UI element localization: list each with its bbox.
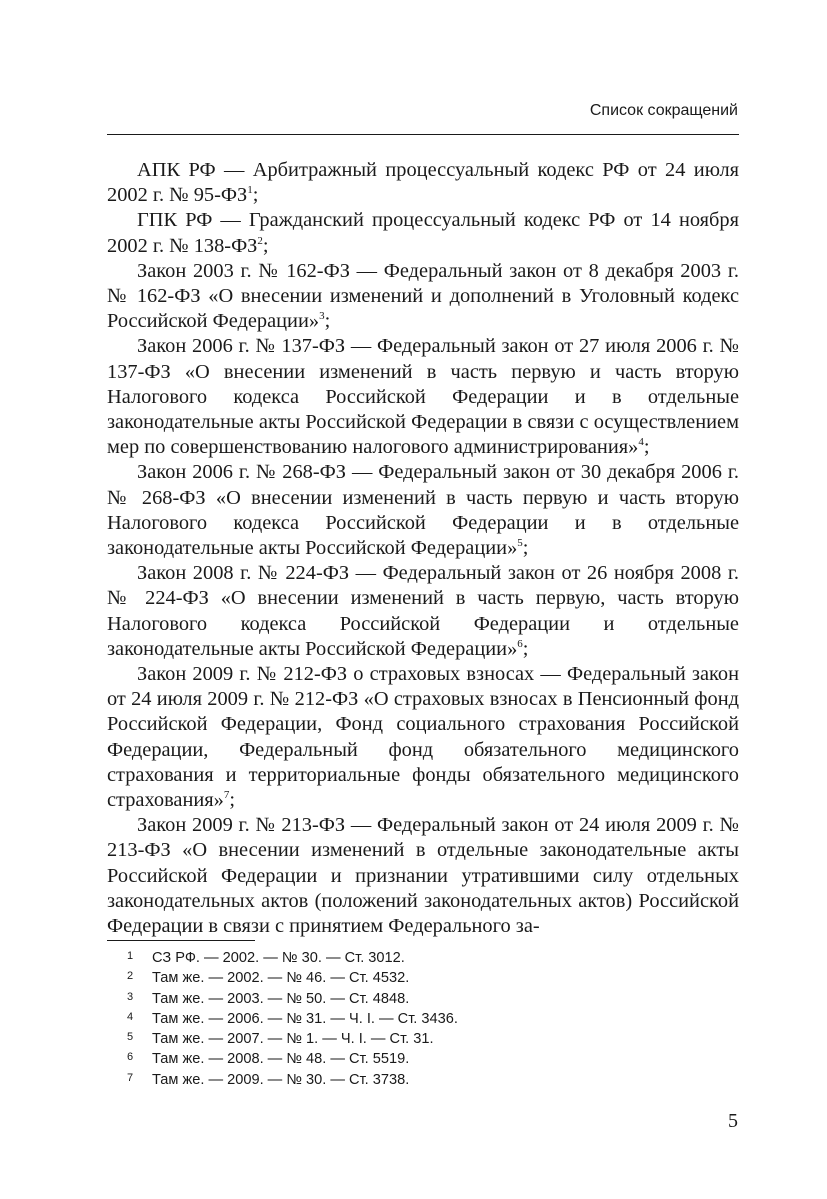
footnote [107,948,739,968]
footnote-mark: 2 [127,970,134,983]
footnote [107,1009,739,1029]
footnote [107,989,739,1009]
footnote [107,1049,739,1069]
footnote-mark: 1 [127,950,134,962]
footnote [107,968,739,988]
abbreviation-entry: Закон 2006 г. № 137-ФЗ — Федеральный закон от 27 июля 2006 г. № 137-ФЗ «О внесении изменений в часть первую и часть вторую Налогового кодекса Российской Федерации и в отдельные законодательные акты Российской Федерации в связи с осуществлением мер по совершенствованию налогового администрирования»$^4$; [107,335,739,459]
abbreviation-entry: Закон 2009 г. № 213-ФЗ — Федеральный закон от 24 июля 2009 г. № 213-ФЗ «О внесении изменений в отдельные законодательные акты Российской Федерации и признании утратившими силу отдельных законодательных актов (положений законодательных актов) Российской Федерации в связи с принятием Федерального за- [107,814,739,938]
footnote-ref: 6 [517,638,523,651]
footnote-ref: 5 [517,537,523,550]
abbreviation-entry: Закон 2009 г. № 212-ФЗ о страховых взносах — Федеральный закон от 24 июля 2009 г. № 212-ФЗ «О страховых взносах в Пенсионный фонд Российской Федерации, Фонд социального страхования Российской Федерации, Федеральный фонд обязательного медицинского страхования и территориальные фонды обязательного медицинского страхования»$^7$; [107,663,739,812]
abbreviation-entry: Закон 2008 г. № 224-ФЗ — Федеральный закон от 26 ноября 2008 г. № 224-ФЗ «О внесении изменений в часть первую, часть вторую Налогового кодекса Российской Федерации и отдельные законодательные акты Российской Федерации»$^6$; [107,562,739,660]
running-head: Список сокращений [589,102,738,119]
abbreviation-entry: Закон 2003 г. № 162-ФЗ — Федеральный закон от 8 декабря 2003 г. № 162-ФЗ «О внесении изменений и дополнений в Уголовный кодекс Российской Федерации»$^3$; [107,259,739,333]
footnote-text: Там же. — 2009. — № 30. — Ст. 3738. [152,1071,410,1088]
abbreviation-entry: АПК РФ — Арбитражный процессуальный кодекс РФ от 24 июля 2002 г. № $95-ФЗ^1$; [107,159,739,207]
footnote-divider [107,940,255,941]
abbreviation-entry: Закон 2006 г. № 268-ФЗ — Федеральный закон от 30 декабря 2006 г. № 268-ФЗ «О внесении изменений в часть первую и часть вторую Налогового кодекса Российской Федерации и в отдельные законодательные акты Российской Федерации»$^5$; [107,461,739,560]
footnote-text: Там же. — 2002. — № 46. — Ст. 4532. [152,970,410,987]
header-divider [107,134,739,135]
footnote-ref: 4 [638,436,644,449]
footnote [107,1029,739,1049]
footnote-ref: 2 [257,234,263,247]
abbreviation-list [107,158,739,939]
abbreviation-entry: ГПК РФ — Гражданский процессуальный кодекс РФ от 14 ноября 2002 г. № $138-ФЗ^2$; [107,209,739,257]
footnote-mark: 5 [127,1031,134,1044]
footnote-text: Там же. — 2003. — № 50. — Ст. 4848. [152,990,410,1007]
footnote-mark: 6 [127,1051,134,1064]
footnote-text: СЗ РФ. — 2002. — № 30. — Ст. 3012. [152,950,405,966]
footnote-ref: 7 [223,789,230,802]
page-number: 5 [728,1110,738,1132]
footnotes [107,948,739,1090]
footnote-ref: 1 [247,184,253,197]
footnote-ref: 3 [319,310,325,323]
footnote-text: Там же. — 2007. — № 1. — Ч. I. — Ст. 31. [152,1031,434,1048]
footnote-mark: 3 [127,990,134,1003]
footnote-mark: 4 [127,1010,134,1023]
footnote-text: Там же. — 2008. — № 48. — Ст. 5519. [152,1051,410,1068]
footnote [107,1070,739,1090]
footnote-text: Там же. — 2006. — № 31. — Ч. I. — Ст. 3436. [152,1010,458,1027]
footnote-mark: 7 [127,1071,134,1084]
